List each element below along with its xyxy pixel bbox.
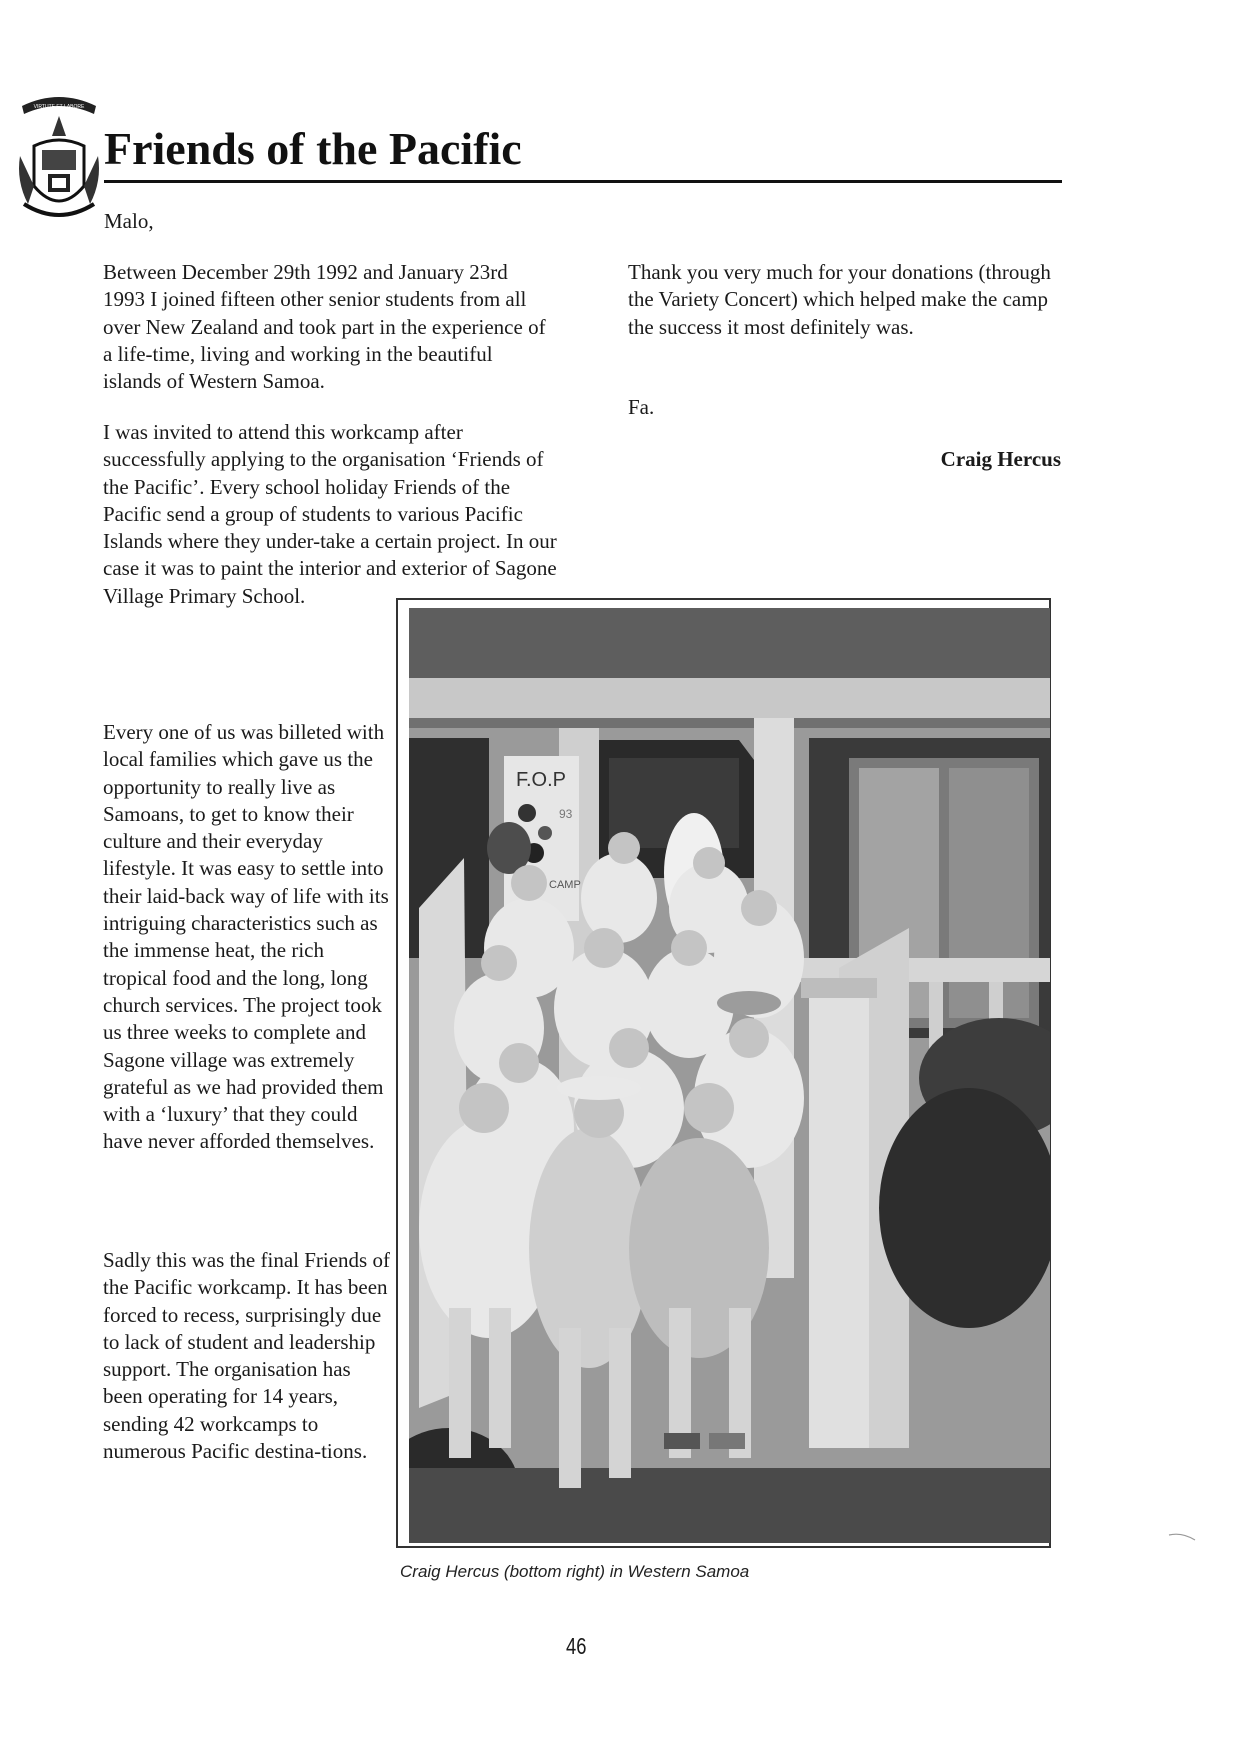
scan-mark: [1167, 1530, 1197, 1542]
paragraph-intro: Between December 29th 1992 and January 23rd 1993 I joined fifteen other senior students from all over New Zealand and took part in the experience of a life-time, living and working in the beautiful islands of Western Samoa.: [103, 260, 546, 394]
photo-caption: Craig Hercus (bottom right) in Western Samoa: [400, 1562, 750, 1581]
crest-motto: VIRTUTE ET LABORE: [33, 104, 85, 110]
group-photo: [409, 608, 1050, 1543]
sign-year: 93: [559, 807, 573, 821]
sign-camp: CAMP: [549, 879, 581, 891]
sign-text: F.O.P: [515, 769, 567, 791]
letter-salutation: Malo,: [104, 209, 154, 233]
paragraph-workcamp: I was invited to attend this workcamp after successfully applying to the organisation ‘Friends of the Pacific’. Every school holiday Friends of the Pacific send a group of students to various Pacific Islands where they under-take a certain project. In our case it was to paint the interior and exterior of Sagone Village Primary School.: [103, 420, 557, 608]
title-divider: [104, 180, 1062, 183]
author-signature: Craig Hercus: [940, 447, 1061, 471]
paragraph-thanks: Thank you very much for your donations (through the Variety Concert) which helped make the camp the success it most definitely was.: [628, 260, 1051, 339]
page-number: 46: [566, 1633, 587, 1659]
school-crest-icon: [14, 86, 104, 236]
letter-signoff: Fa.: [628, 395, 655, 419]
paragraph-final-workcamp: Sadly this was the final Friends of the Pacific workcamp. It has been forced to recess, surprisingly due to lack of student and leadership support. The organisation has been operating for 14 years, sending 42 workcamps to numerous Pacific destina-tions.: [103, 1248, 390, 1464]
article-title: Friends of the Pacific: [104, 123, 522, 174]
paragraph-billeting: Every one of us was billeted with local families which gave us the opportunity to really live as Samoans, to get to know their culture and their everyday lifestyle. It was easy to settle into their laid-back way of life with its intriguing characteristics such as the immense heat, the rich tropical food and the long, long church services. The project took us three weeks to complete and Sagone village was extremely grateful as we had provided them with a ‘luxury’ that they could have never afforded themselves.: [103, 720, 389, 1154]
